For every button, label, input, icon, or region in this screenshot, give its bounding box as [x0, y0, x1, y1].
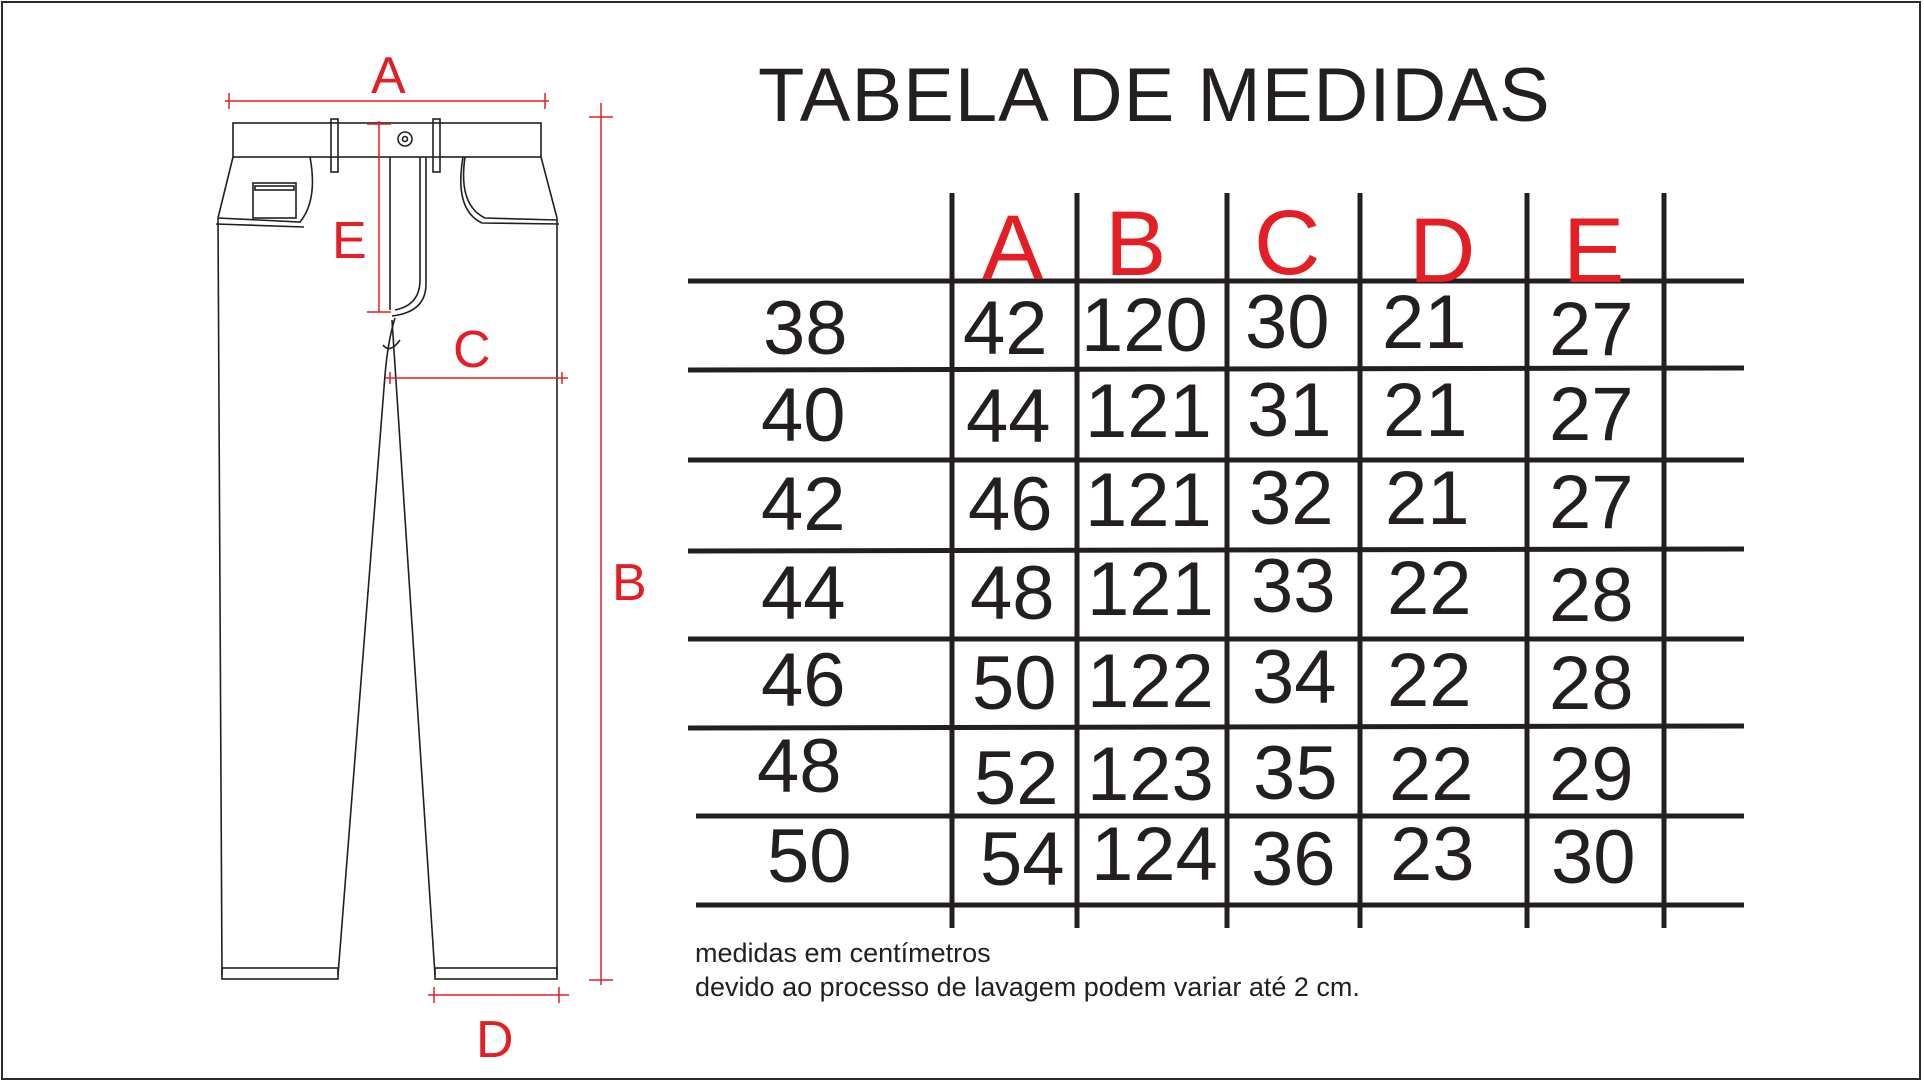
column-header-b: B — [1105, 193, 1167, 295]
page-title: TABELA DE MEDIDAS — [758, 53, 1551, 138]
note-units: medidas em centímetros — [695, 938, 991, 968]
size-cell: 44 — [761, 551, 846, 636]
value-cell: 33 — [1251, 544, 1336, 629]
diagram-label-d: D — [476, 1011, 514, 1069]
diagram-label-e: E — [332, 212, 367, 270]
value-cell: 21 — [1383, 368, 1468, 453]
size-cell: 46 — [761, 638, 846, 723]
diagram-label-c: C — [453, 321, 491, 379]
value-cell: 52 — [974, 736, 1059, 821]
column-header-a: A — [982, 197, 1044, 299]
value-cell: 28 — [1549, 641, 1634, 726]
value-cell: 28 — [1549, 553, 1634, 638]
value-cell: 42 — [963, 286, 1048, 371]
value-cell: 21 — [1382, 280, 1467, 365]
value-cell: 34 — [1252, 635, 1337, 720]
value-cell: 23 — [1390, 812, 1475, 897]
value-cell: 30 — [1245, 280, 1330, 365]
value-cell: 121 — [1087, 547, 1214, 632]
value-cell: 121 — [1085, 369, 1212, 454]
value-cell: 123 — [1087, 732, 1214, 817]
size-cell: 50 — [767, 814, 852, 899]
column-header-e: E — [1563, 200, 1625, 302]
value-cell: 29 — [1549, 732, 1634, 817]
value-cell: 46 — [968, 462, 1053, 547]
value-cell: 22 — [1389, 732, 1474, 817]
size-cell: 38 — [763, 286, 848, 371]
value-cell: 22 — [1387, 546, 1472, 631]
value-cell: 21 — [1385, 456, 1470, 541]
value-cell: 48 — [970, 551, 1055, 636]
note-washing-variation: devido ao processo de lavagem podem variar até 2 cm. — [695, 972, 1360, 1002]
value-cell: 22 — [1387, 638, 1472, 723]
value-cell: 50 — [972, 641, 1057, 726]
value-cell: 27 — [1549, 287, 1634, 372]
size-cell: 40 — [761, 373, 846, 458]
column-header-d: D — [1409, 200, 1476, 302]
value-cell: 30 — [1551, 815, 1636, 900]
value-cell: 54 — [980, 817, 1065, 902]
value-cell: 27 — [1549, 460, 1634, 545]
value-cell: 36 — [1251, 817, 1336, 902]
value-cell: 122 — [1087, 639, 1214, 724]
diagram-label-a: A — [371, 47, 406, 105]
column-header-c: C — [1254, 192, 1321, 294]
diagram-label-b: B — [612, 554, 647, 612]
value-cell: 121 — [1085, 458, 1212, 543]
value-cell: 31 — [1247, 368, 1332, 453]
value-cell: 124 — [1091, 812, 1218, 897]
size-cell: 42 — [761, 462, 846, 547]
value-cell: 120 — [1081, 283, 1208, 368]
value-cell: 44 — [966, 374, 1051, 459]
value-cell: 27 — [1549, 372, 1634, 457]
value-cell: 35 — [1253, 731, 1338, 816]
size-cell: 48 — [757, 724, 842, 809]
value-cell: 32 — [1249, 456, 1334, 541]
